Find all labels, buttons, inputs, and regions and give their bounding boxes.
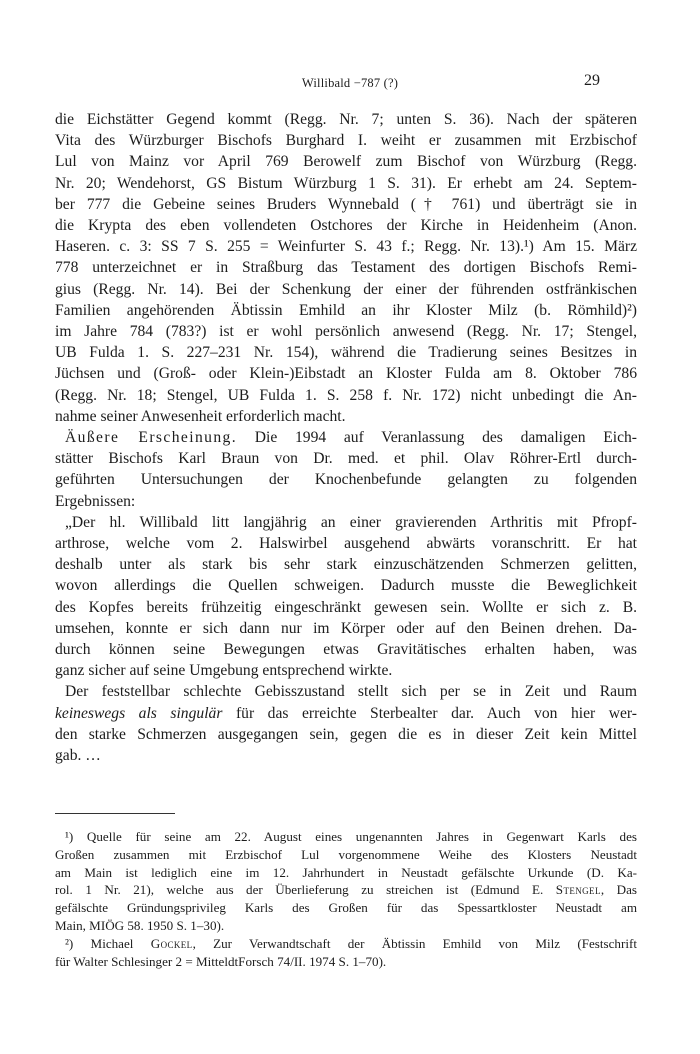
quote-line: des Kopfes bereits frühzeitig eingeschränkt gewesen sein. Wollte er sich z. B. <box>55 598 637 616</box>
text-line: (Regg. Nr. 18; Stengel, UB Fulda 1. S. 258 f. Nr. 172) nicht unbedingt die An- <box>55 386 637 404</box>
footnote-1-author-line <box>55 881 637 899</box>
text-line: Lul von Mainz vor April 769 Berowelf zum Bischof von Würzburg (Regg. <box>55 153 637 171</box>
text-line: geführten Untersuchungen der Knochenbefunde gelangten zu folgenden <box>55 471 637 489</box>
quote-line: wovon allerdings die Quellen schweigen. Dadurch musste die Beweglichkeit <box>55 577 637 595</box>
text-line: die Krypta des eben vollendeten Ostchores der Kirche in Heidenheim (Anon. <box>55 217 637 235</box>
footnote-1-line: am Main ist lediglich eine im 12. Jahrhundert in Neustadt gefälschte Urkunde (D. Ka- <box>55 864 637 880</box>
text-line: UB Fulda 1. S. 227–231 Nr. 154), während die Tradierung seines Besitzes in <box>55 344 637 362</box>
footnote-2-prefix: ²) Michael <box>65 935 134 951</box>
text-line: 778 unterzeichnet er in Straßburg das Testament des dortigen Bischofs Remi- <box>55 259 637 277</box>
text-line: die Eichstätter Gegend kommt (Regg. Nr. 7; unten S. 36). Nach der späteren <box>55 111 637 128</box>
text-line: Vita des Würzburger Bischofs Burghard I. weiht er zusammen mit Erzbischof <box>55 132 637 150</box>
quote-line: ganz sicher auf seine Umgebung entsprechend wirkte. <box>55 662 393 680</box>
text-line: Ergebnissen: <box>55 492 136 510</box>
footnote-1-text: rol. 1 Nr. 21), welche aus der Überlieferung zu streichen ist (Edmund E. <box>55 882 544 898</box>
quote-line: umsehen, konnte er sich dann nur im Körper oder auf den Beinen drehen. Da- <box>55 619 637 637</box>
quote-line: durch können seine Bewegungen etwas Gravitätisches erhalten haben, was <box>55 641 637 659</box>
text-line: Familien angehörenden Äbtissin Emhild an ihr Kloster Milz (b. Römhild)²) <box>55 301 637 319</box>
quote-line-with-italic <box>55 703 637 724</box>
italic-phrase: keineswegs als singulär <box>55 704 223 722</box>
quote-line: „Der hl. Willibald litt langjährig an einer gravierenden Arthritis mit Pfropf- <box>65 513 637 531</box>
footnote-1-line: gefälschte Gründungsprivileg Karls des Großen für das Spessartkloster Neustadt am <box>55 900 637 916</box>
footnote-1-text: , Das <box>600 882 637 898</box>
text-line: im Jahre 784 (783?) ist er wohl persönlich anwesend (Regg. Nr. 17; Stengel, <box>55 323 637 341</box>
quote-line: Der feststellbar schlechte Gebisszustand stellt sich per se in Zeit und Raum <box>65 683 637 701</box>
page-number: 29 <box>584 72 600 89</box>
text-line: nahme seiner Anwesenheit erforderlich macht. <box>55 407 346 425</box>
footnote-1-line: Großen zusammen mit Erzbischof Lul vorgenommene Weihe des Klosters Neustadt <box>55 846 637 862</box>
running-head <box>0 74 700 94</box>
quote-line-text: für das erreichte Sterbealter dar. Auch von hier wer- <box>235 704 638 722</box>
footnote-2-author: Gockel <box>150 935 193 951</box>
footnote-1-line: Main, MIÖG 58. 1950 S. 1–30). <box>55 917 225 933</box>
quote-line: arthrose, welche vom 2. Halswirbel ausgehend abwärts voranschritt. Er hat <box>55 535 637 553</box>
quote-line: gab. … <box>55 747 101 765</box>
text-line: Nr. 20; Wendehorst, GS Bistum Würzburg 1 S. 31). Er erhebt am 24. Septem- <box>55 174 637 192</box>
text-line: Jüchsen und (Groß- oder Klein-)Eibstadt an Kloster Fulda am 8. Oktober 786 <box>55 365 637 383</box>
section-first-line <box>55 427 637 448</box>
text-line: gius (Regg. Nr. 14). Bei der Schenkung der einer der führenden ostfränkischen <box>55 280 637 298</box>
section-first-line-text: Die 1994 auf Veranlassung des damaligen Eich- <box>254 429 638 447</box>
section-heading: Äußere Erscheinung. <box>65 429 238 447</box>
footnote-rule <box>55 813 175 814</box>
text-line: Haseren. c. 3: SS 7 S. 255 = Weinfurter S. 43 f.; Regg. Nr. 13).¹) Am 15. März <box>55 238 637 256</box>
footnote-2-line: für Walter Schlesinger 2 = MitteldtForsch 74/II. 1974 S. 1–70). <box>55 953 387 969</box>
footnote-2-text: , Zur Verwandtschaft der Äbtissin Emhild von Milz (Festschrift <box>192 935 637 951</box>
footnote-1-line: ¹) Quelle für seine am 22. August eines ungenannten Jahres in Gegenwart Karls des <box>65 829 637 844</box>
footnote-2-line <box>55 935 637 953</box>
body-text <box>55 109 637 766</box>
text-line: ber 777 die Gebeine seines Bruders Wynnebald († 761) und überträgt sie in <box>55 195 637 213</box>
running-title: Willibald −787 (?) <box>301 76 399 90</box>
quote-line: den starke Schmerzen ausgegangen sein, gegen die es in dieser Zeit kein Mittel <box>55 725 637 743</box>
text-line: stätter Bischofs Karl Braun von Dr. med. et phil. Olav Röhrer-Ertl durch- <box>55 450 637 468</box>
quote-line: deshalb unter als stark bis sehr stark einzuschätzenden Schmerzen gelitten, <box>55 556 637 574</box>
footnotes <box>55 828 637 970</box>
footnote-1-author: Stengel <box>555 882 601 898</box>
